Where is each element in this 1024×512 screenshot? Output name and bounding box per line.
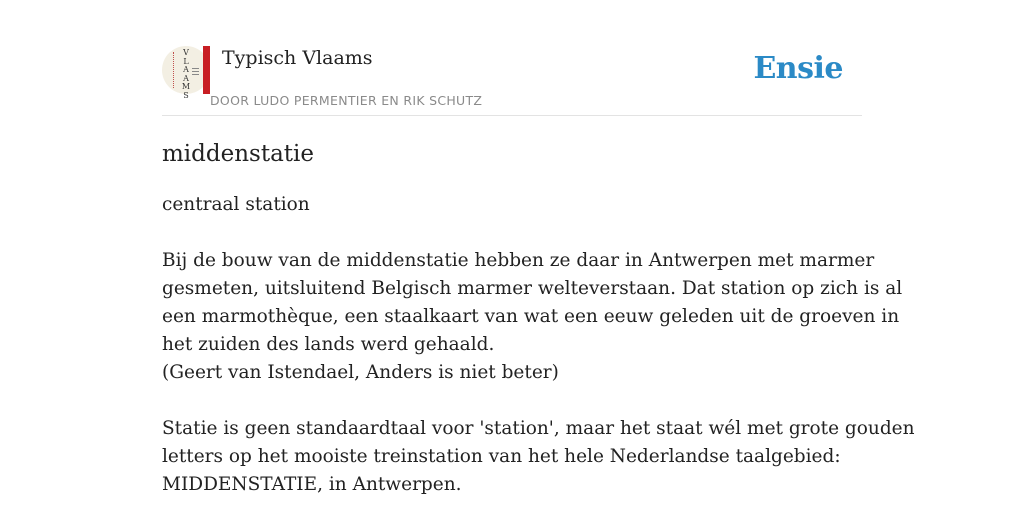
byline: DOOR LUDO PERMENTIER EN RIK SCHUTZ [210,93,483,108]
entry-definition: centraal station [162,194,310,215]
note-line: MIDDENSTATIE, in Antwerpen. [162,474,462,495]
quote-source: (Geert van Istendael, Anders is niet beter) [162,362,559,383]
entry-title: middenstatie [162,141,315,167]
note-block [162,415,915,499]
entry-content [162,136,915,499]
quote-line: gesmeten, uitsluitend Belgisch marmer welteverstaan. Dat station op zich is al [162,278,903,299]
note-line: letters op het mooiste treinstation van het hele Nederlandse taalgebied: [162,446,841,467]
note-line: Statie is geen standaardtaal voor 'station', maar het staat wél met grote gouden [162,418,915,439]
quote-block [162,247,903,387]
blog-title-link[interactable]: Typisch Vlaams [222,47,373,69]
logo-dotted-line [173,52,178,88]
logo-red-bar [203,46,210,94]
site-header [162,46,862,116]
logo-lines [192,68,199,77]
quote-line: een marmothèque, een staalkaart van wat een eeuw geleden uit de groeven in [162,306,900,327]
quote-line: Bij de bouw van de middenstatie hebben ze daar in Antwerpen met marmer [162,250,875,271]
ensie-brand-link[interactable]: Ensie [753,51,843,86]
quote-line: het zuiden des lands werd gehaald. [162,334,495,355]
logo-lettering: V L A A M S [181,48,191,100]
header-divider [162,115,862,116]
blog-logo[interactable] [162,46,210,100]
